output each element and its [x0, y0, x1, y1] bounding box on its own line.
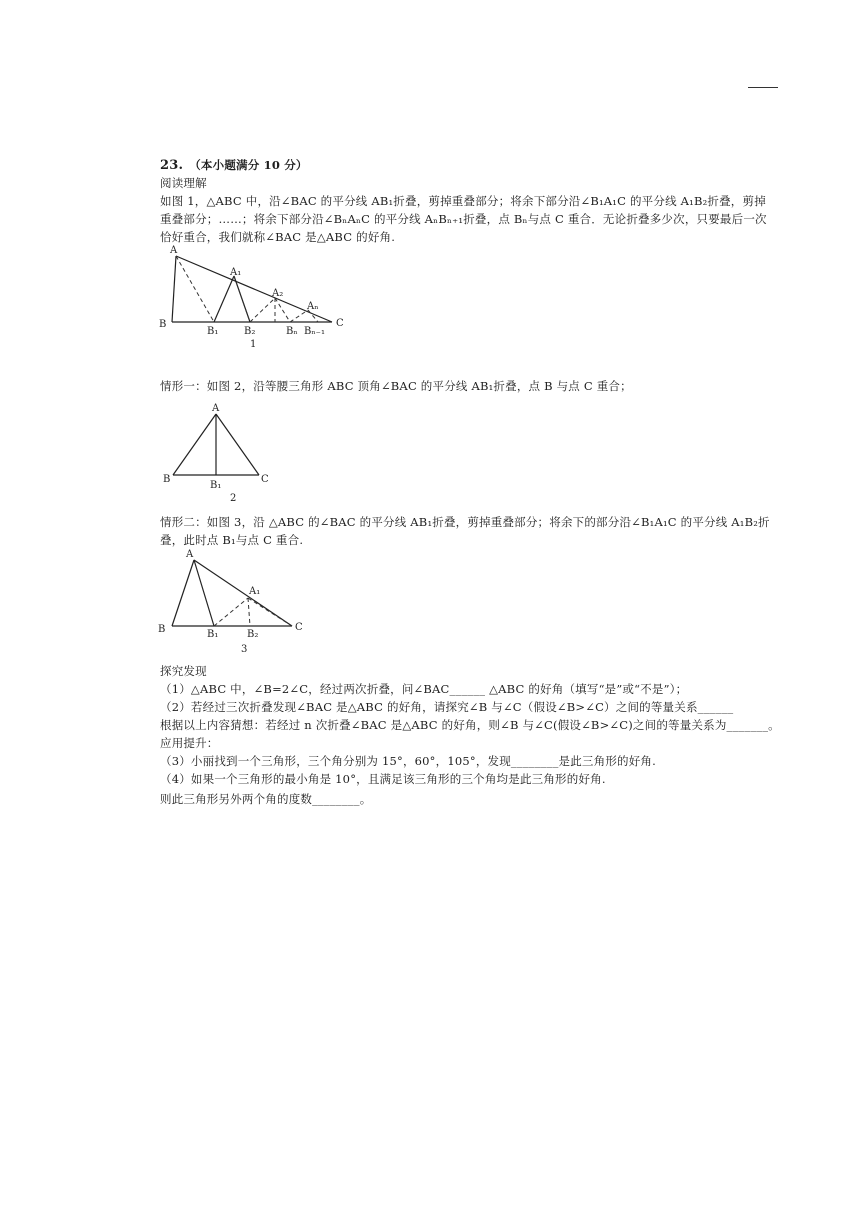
section-explore: 探究发现 — [160, 664, 207, 678]
case-1-text: 情形一：如图 2，沿等腰三角形 ABC 顶角∠BAC 的平分线 AB₁折叠，点 B 与点 C 重合； — [160, 379, 632, 393]
fig3-label-B1: B₁ — [207, 629, 219, 640]
intro-line-2: 重叠部分；……；将余下部分沿∠BₙAₙC 的平分线 AₙBₙ₊₁折叠，点 Bₙ与点 C 重合．无论折叠多少次，只要最后一次 — [160, 212, 767, 226]
fig2-caption: 2 — [230, 493, 237, 504]
intro-line-1: 如图 1，△ABC 中，沿∠BAC 的平分线 AB₁折叠，剪掉重叠部分；将余下部分沿∠B₁A₁C 的平分线 A₁B₂折叠，剪掉 — [160, 194, 766, 208]
fig1-label-Bn1: Bₙ₋₁ — [304, 326, 325, 337]
fig1-label-B: B — [159, 319, 167, 330]
fig2-label-A: A — [212, 403, 220, 414]
fig3-label-A1: A₁ — [249, 586, 261, 597]
fig3-label-B: B — [158, 624, 166, 635]
intro-line-3: 恰好重合，我们就称∠BAC 是△ABC 的好角. — [160, 230, 396, 244]
fig1-caption: 1 — [250, 339, 257, 350]
fig3-label-C: C — [295, 622, 303, 633]
item-q4: （4）如果一个三角形的最小角是 10°，且满足该三角形的三个角均是此三角形的好角. — [160, 772, 606, 786]
case-2-line-1: 情形二：如图 3，沿 △ABC 的∠BAC 的平分线 AB₁折叠，剪掉重叠部分；将余下的部分沿∠B₁A₁C 的平分线 A₁B₂折 — [160, 515, 770, 529]
fig1-label-B1: B₁ — [207, 326, 219, 337]
fig1-label-B2: B₂ — [244, 326, 256, 337]
fig2-label-B: B — [163, 474, 171, 485]
question-number: 23. — [160, 158, 184, 173]
section-apply: 应用提升： — [160, 736, 219, 750]
section-reading: 阅读理解 — [160, 176, 207, 190]
fig1-label-A2: A₂ — [272, 288, 284, 299]
fig1-label-Bn: Bₙ — [286, 326, 298, 337]
fig3-caption: 3 — [241, 644, 248, 655]
item-q2: （2）若经过三次折叠发现∠BAC 是△ABC 的好角，请探究∠B 与∠C（假设∠B>∠C）之间的等量关系______ — [160, 700, 734, 714]
fig3-label-B2: B₂ — [247, 629, 259, 640]
fig2-label-C: C — [261, 474, 269, 485]
item-q4b: 则此三角形另外两个角的度数________。 — [160, 792, 372, 806]
fig2-label-B1: B₁ — [210, 480, 222, 491]
fig3-label-A: A — [186, 549, 194, 560]
fig1-label-An: Aₙ — [307, 301, 319, 312]
item-q1: （1）△ABC 中，∠B=2∠C，经过两次折叠，问∠BAC______ △ABC 的好角（填写“是”或“不是”）； — [160, 682, 688, 696]
fig1-label-A: A — [170, 245, 178, 256]
question-points: （本小题满分 10 分） — [189, 158, 308, 172]
fig1-label-A1: A₁ — [230, 267, 242, 278]
fig1-label-C: C — [336, 318, 344, 329]
item-guess: 根据以上内容猜想：若经过 n 次折叠∠BAC 是△ABC 的好角，则∠B 与∠C(假设∠B>∠C)之间的等量关系为_______。 — [160, 718, 780, 732]
case-2-line-2: 叠，此时点 B₁与点 C 重合. — [160, 533, 304, 547]
item-q3: （3）小丽找到一个三角形，三个角分别为 15°，60°，105°，发现________是此三角形的好角. — [160, 754, 656, 768]
